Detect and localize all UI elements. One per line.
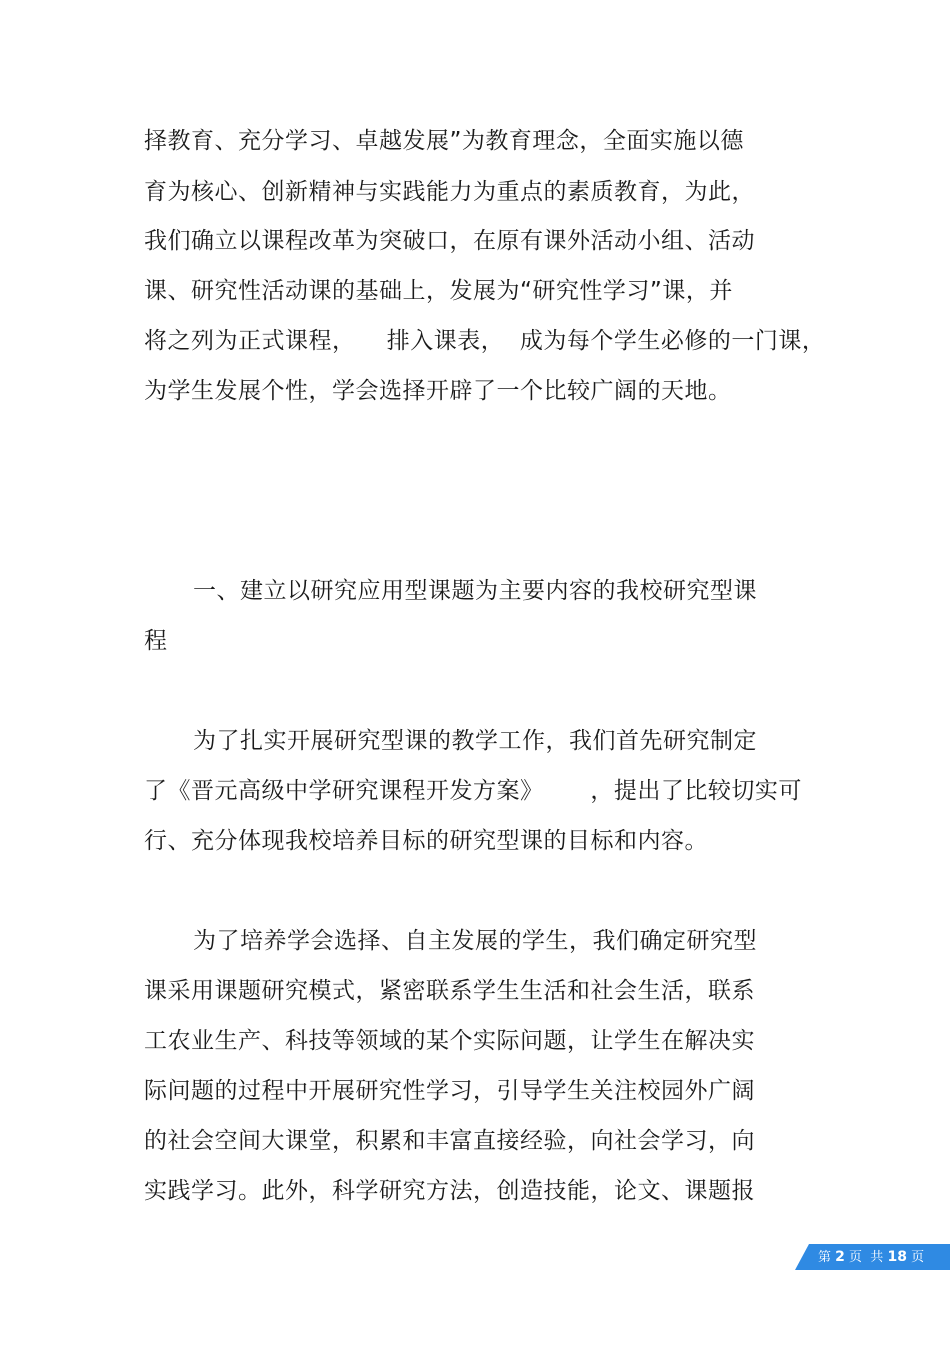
text-line: 行、充分体现我校培养目标的研究型课的目标和内容。 xyxy=(144,828,708,854)
text-line: 为了扎实开展研究型课的教学工作，我们首先研究制定 xyxy=(193,728,757,754)
page-middle: 页 共 xyxy=(849,1250,884,1265)
page-prefix: 第 xyxy=(818,1250,832,1265)
text-line: 择教育、充分学习、卓越发展”为教育理念，全面实施以德 xyxy=(144,128,744,154)
text-line: 的社会空间大课堂，积累和丰富直接经验，向社会学习，向 xyxy=(144,1128,755,1154)
text-line: 为了培养学会选择、自主发展的学生，我们确定研究型 xyxy=(193,928,757,954)
heading-line: 一、建立以研究应用型课题为主要内容的我校研究型课 xyxy=(193,578,757,604)
total-pages-number: 18 xyxy=(887,1249,907,1265)
current-page-number: 2 xyxy=(835,1249,845,1265)
text-line: 工农业生产、科技等领域的某个实际问题，让学生在解决实 xyxy=(144,1028,755,1054)
text-line: 将之列为正式课程， 排入课表， 成为每个学生必修的一门课， xyxy=(144,328,826,354)
text-line: 育为核心、创新精神与实践能力为重点的素质教育，为此， xyxy=(144,179,755,205)
text-line: 课采用课题研究模式，紧密联系学生生活和社会生活，联系 xyxy=(144,978,755,1004)
text-line: 课、研究性活动课的基础上，发展为“研究性学习”课，并 xyxy=(144,278,733,304)
page-suffix: 页 xyxy=(911,1250,925,1265)
text-line: 为学生发展个性，学会选择开辟了一个比较广阔的天地。 xyxy=(144,378,732,404)
text-line: 我们确立以课程改革为突破口，在原有课外活动小组、活动 xyxy=(144,228,755,254)
text-line: 实践学习。此外，科学研究方法，创造技能，论文、课题报 xyxy=(144,1178,755,1204)
text-line: 际问题的过程中开展研究性学习，引导学生关注校园外广阔 xyxy=(144,1078,755,1104)
heading-line: 程 xyxy=(144,628,168,654)
page-indicator xyxy=(818,1248,924,1267)
text-line: 了《晋元高级中学研究课程开发方案》 ，提出了比较切实可 xyxy=(144,778,802,804)
